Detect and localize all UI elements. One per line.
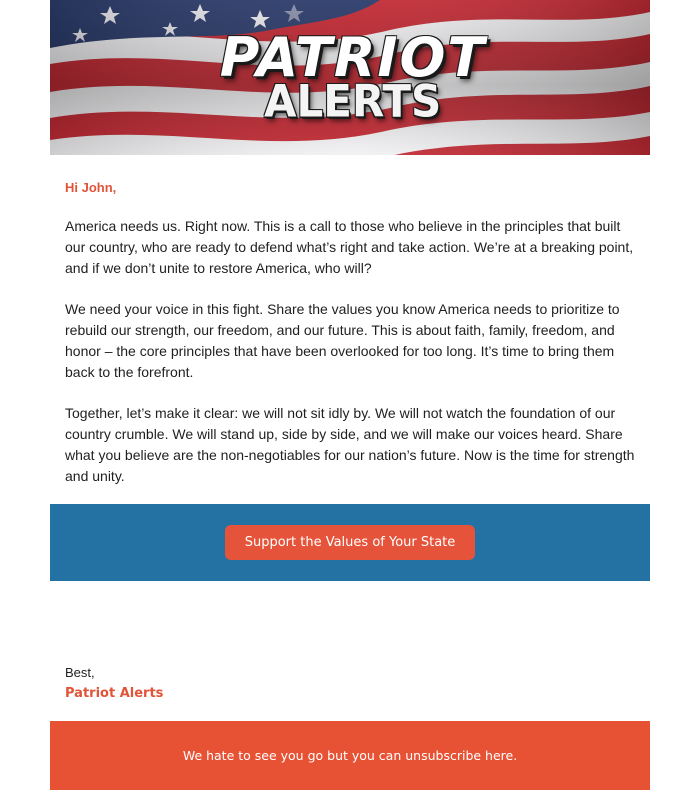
- signoff-label: Best,: [65, 665, 95, 680]
- email-container: [50, 0, 650, 790]
- support-values-button[interactable]: Support the Values of Your State: [225, 525, 476, 560]
- patriot-alerts-logo: [50, 0, 650, 155]
- signoff-name: Patriot Alerts: [65, 686, 164, 701]
- header-banner: [50, 0, 650, 155]
- logo-text-alerts: ALERTS: [264, 75, 442, 128]
- signoff: [50, 581, 650, 721]
- email-body: [50, 155, 650, 487]
- greeting: Hi John,: [65, 180, 117, 195]
- logo-text-patriot: PATRIOT: [219, 26, 487, 89]
- unsubscribe-link[interactable]: We hate to see you go but you can unsubscribe here.: [182, 748, 518, 763]
- footer: [50, 721, 650, 790]
- cta-band: [50, 504, 650, 581]
- body-paragraph-1: America needs us. Right now. This is a call to those who believe in the principles that built our country, who are ready to defend what’s right and take action. We’re at a breaking point, and if we don’t unite to restore America, who will?: [65, 218, 634, 276]
- body-paragraph-2: We need your voice in this fight. Share the values you know America needs to prioritize to rebuild our strength, our freedom, and our future. This is about faith, family, freedom, and honor – the core principles that have been overlooked for too long. It’s time to bring them back to the forefront.: [65, 301, 620, 380]
- body-paragraph-3: Together, let’s make it clear: we will not sit idly by. We will not watch the foundation of our country crumble. We will stand up, side by side, and we will make our voices heard. Share what you believe are the non-negotiables for our nation’s future. Now is the time for strength and unity.: [65, 405, 635, 484]
